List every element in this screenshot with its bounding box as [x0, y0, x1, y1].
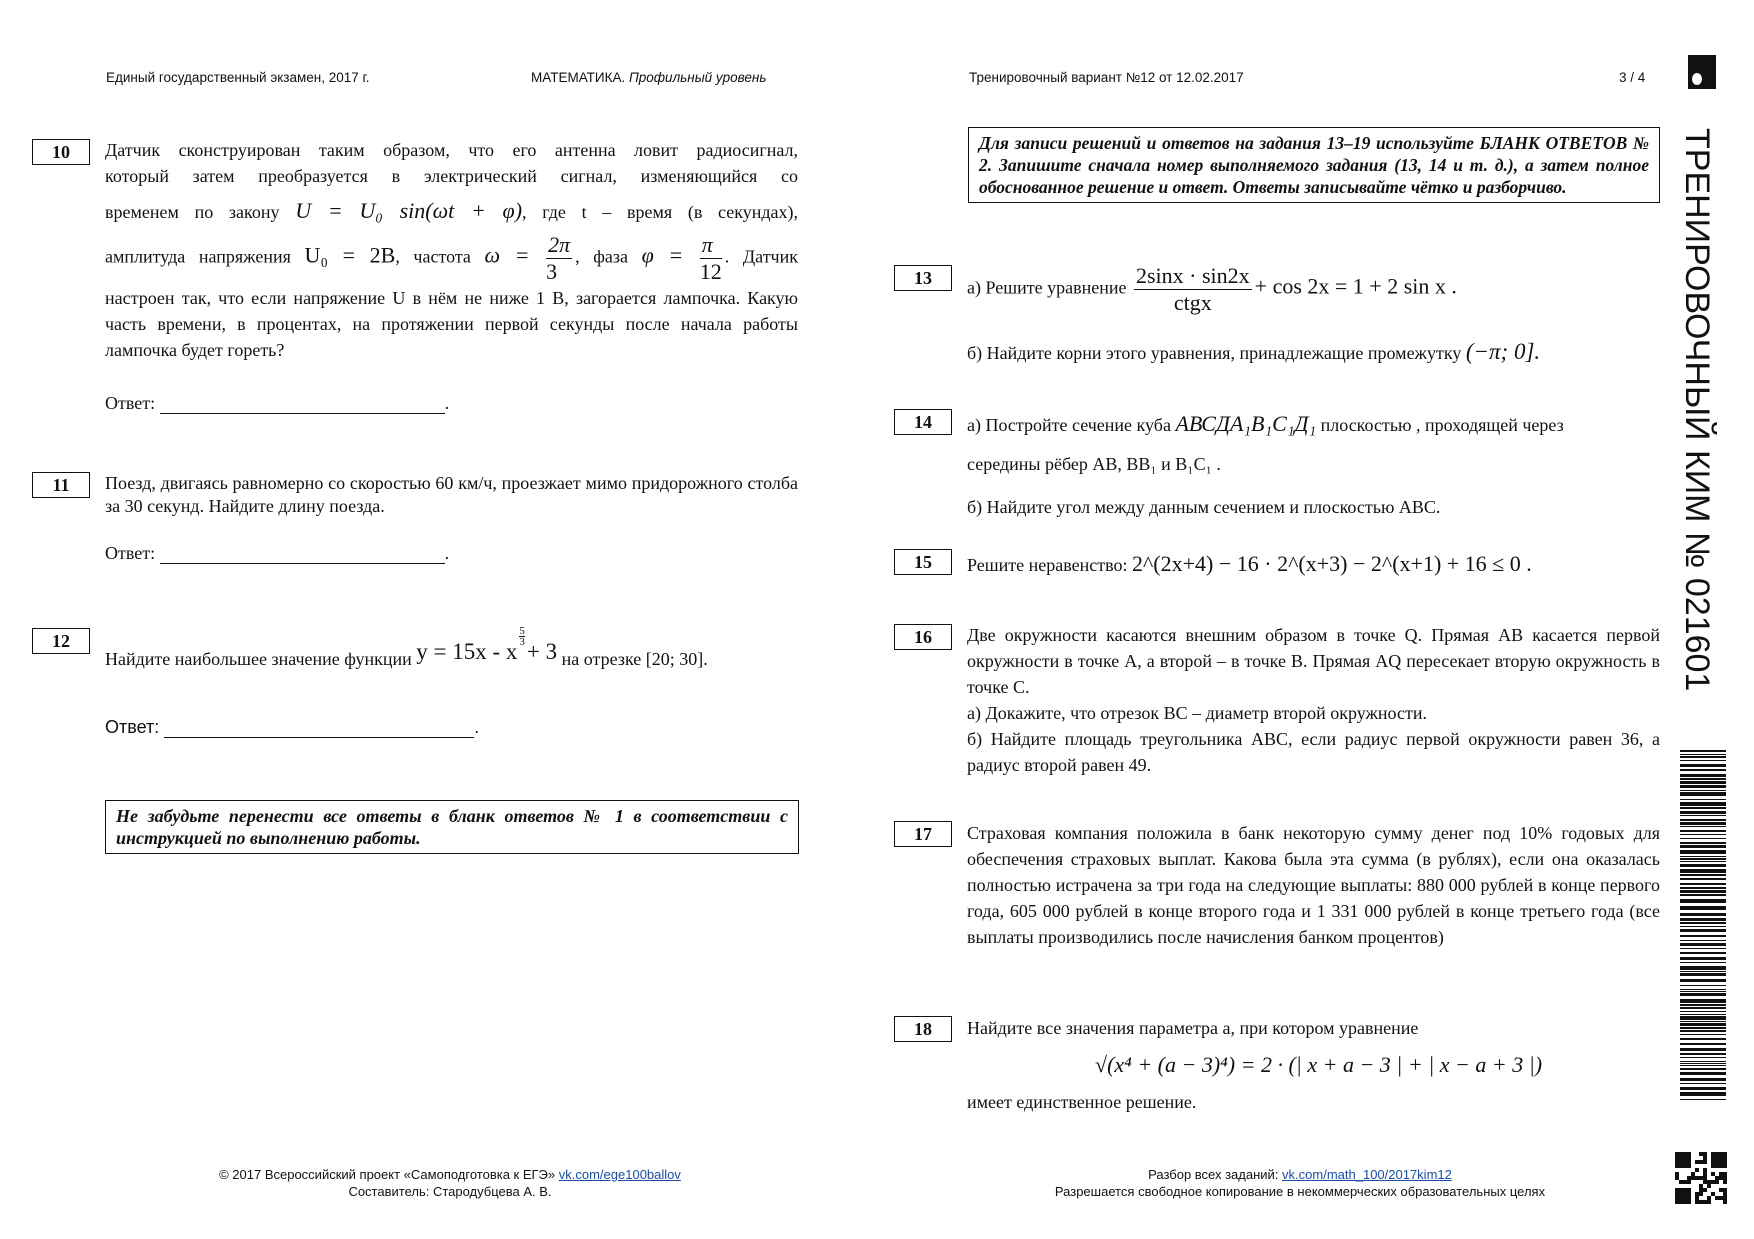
- barcode-bar: [1680, 830, 1726, 832]
- barcode-bar: [1680, 1083, 1726, 1084]
- qr-cell: [1695, 1168, 1699, 1172]
- qr-cell: [1711, 1192, 1715, 1196]
- barcode-bar: [1680, 999, 1726, 1003]
- qr-cell: [1711, 1152, 1715, 1156]
- task-16-text: [967, 622, 1660, 778]
- qr-cell: [1711, 1160, 1715, 1164]
- barcode-bar: [1680, 991, 1726, 992]
- footer-right: [1000, 1166, 1600, 1200]
- denominator: 12: [699, 259, 722, 284]
- barcode-bar: [1680, 1063, 1726, 1064]
- task-number: 14: [894, 409, 952, 435]
- qr-cell: [1691, 1176, 1695, 1180]
- qr-cell: [1699, 1200, 1703, 1204]
- barcode-bar: [1680, 1057, 1726, 1058]
- qr-cell: [1715, 1160, 1719, 1164]
- footer-copyright: © 2017 Всероссийский проект «Самоподготовка к ЕГЭ»: [219, 1167, 556, 1182]
- barcode-bar: [1680, 926, 1726, 927]
- header-subject: [531, 70, 766, 85]
- qr-cell: [1687, 1196, 1691, 1200]
- qr-cell: [1715, 1152, 1719, 1156]
- task-number: 13: [894, 265, 952, 291]
- task-18-text-b: имеет единственное решение.: [967, 1092, 1197, 1112]
- fraction: [1134, 263, 1252, 316]
- barcode-bar: [1680, 935, 1726, 937]
- qr-cell: [1723, 1200, 1727, 1204]
- barcode-bar: [1680, 1030, 1726, 1032]
- barcode-bar: [1680, 894, 1726, 896]
- answer-label: Ответ:: [105, 717, 160, 737]
- barcode-bar: [1680, 1034, 1726, 1035]
- qr-cell: [1687, 1164, 1691, 1168]
- barcode-bar: [1680, 940, 1726, 941]
- barcode-bar: [1680, 781, 1726, 784]
- qr-cell: [1679, 1180, 1683, 1184]
- denominator: 3: [546, 259, 558, 284]
- formula: U = U₀ sin(ωt + φ): [295, 198, 523, 223]
- qr-cell: [1715, 1156, 1719, 1160]
- barcode-bar: [1680, 819, 1726, 821]
- header-variant: Тренировочный вариант №12 от 12.02.2017: [969, 70, 1244, 85]
- barcode-bar: [1680, 754, 1726, 755]
- qr-code-icon: [1675, 1152, 1727, 1204]
- numerator: 5: [519, 625, 525, 637]
- qr-cell: [1719, 1172, 1723, 1176]
- qr-cell: [1679, 1160, 1683, 1164]
- qr-cell: [1715, 1164, 1719, 1168]
- qr-cell: [1699, 1152, 1703, 1156]
- barcode-bar: [1680, 1048, 1726, 1051]
- task-10-text: [105, 137, 798, 363]
- qr-cell: [1691, 1172, 1695, 1176]
- barcode-bar: [1680, 850, 1726, 854]
- qr-cell: [1675, 1152, 1679, 1156]
- task-13-b: [967, 339, 1660, 366]
- qr-cell: [1679, 1152, 1683, 1156]
- qr-cell: [1703, 1200, 1707, 1204]
- footer-left-line1: [150, 1166, 750, 1183]
- header-page: 3 / 4: [1619, 70, 1646, 85]
- qr-cell: [1723, 1160, 1727, 1164]
- qr-cell: [1675, 1192, 1679, 1196]
- footer-left-link[interactable]: vk.com/ege100ballov: [558, 1167, 681, 1182]
- barcode-bar: [1680, 890, 1726, 893]
- barcode-bar: [1680, 1068, 1726, 1070]
- barcode-bar: [1680, 826, 1726, 827]
- qr-cell: [1683, 1196, 1687, 1200]
- barcode-bar: [1680, 760, 1726, 761]
- corner-marker-icon: [1688, 55, 1716, 89]
- qr-cell: [1719, 1188, 1723, 1192]
- barcode-bar: [1680, 899, 1726, 903]
- barcode-bar: [1680, 838, 1726, 839]
- task-10-line: который затем преобразуется в электрический сигнал, изменяющийся со: [105, 166, 798, 186]
- barcode-bar: [1680, 1016, 1726, 1020]
- footer-analysis-label: Разбор всех заданий:: [1148, 1167, 1279, 1182]
- barcode-bar: [1680, 811, 1726, 814]
- qr-cell: [1687, 1200, 1691, 1204]
- qr-cell: [1699, 1192, 1703, 1196]
- barcode-bar: [1680, 1087, 1726, 1090]
- qr-cell: [1707, 1196, 1711, 1200]
- qr-cell: [1715, 1180, 1719, 1184]
- barcode-bar: [1680, 1027, 1726, 1029]
- task-number: 16: [894, 624, 952, 650]
- task-16-body: Две окружности касаются внешним образом в точке Q. Прямая АВ касается первой окружности в точке А, а второй – в точке В. Прямая AQ пересекает вторую окружность в точке С.: [967, 625, 1660, 697]
- qr-cell: [1687, 1180, 1691, 1184]
- qr-cell: [1723, 1152, 1727, 1156]
- formula: φ =: [641, 242, 684, 268]
- qr-cell: [1711, 1156, 1715, 1160]
- formula: √(x⁴ + (a − 3)⁴) = 2 · (| x + a − 3 | + | x − a + 3 |): [1095, 1052, 1543, 1077]
- barcode-bar: [1680, 1065, 1726, 1066]
- qr-cell: [1719, 1196, 1723, 1200]
- barcode-bar: [1680, 1099, 1726, 1100]
- answer-row: Ответ: .: [105, 543, 450, 563]
- qr-cell: [1687, 1176, 1691, 1180]
- barcode-bar: [1680, 769, 1726, 771]
- answer-field[interactable]: [160, 563, 445, 564]
- text-run: . Датчик: [724, 246, 798, 267]
- barcode-bar: [1680, 815, 1726, 816]
- denominator: 3: [519, 636, 525, 648]
- barcode-bar: [1680, 822, 1726, 825]
- barcode-bar: [1680, 869, 1726, 873]
- qr-cell: [1723, 1172, 1727, 1176]
- barcode-bar: [1680, 1014, 1726, 1015]
- side-title-text: ТРЕНИРОВОЧНЫЙ КИМ № 021601: [1678, 128, 1716, 692]
- barcode-icon: [1680, 750, 1726, 1100]
- barcode-bar: [1680, 764, 1726, 767]
- text-run: плоскостью , проходящей через: [1320, 415, 1564, 435]
- qr-cell: [1679, 1188, 1683, 1192]
- barcode-bar: [1680, 943, 1726, 946]
- task-14-b: б) Найдите угол между данным сечением и плоскостью АВС.: [967, 497, 1441, 517]
- barcode-bar: [1680, 799, 1726, 800]
- qr-cell: [1683, 1160, 1687, 1164]
- text-run: а) Решите уравнение: [967, 277, 1127, 298]
- qr-cell: [1679, 1164, 1683, 1168]
- barcode-bar: [1680, 1053, 1726, 1055]
- barcode-bar: [1680, 790, 1726, 791]
- numerator: 2π: [548, 232, 571, 257]
- task-10-line: Датчик сконструирован таким образом, что его антенна ловит радиосигнал,: [105, 140, 798, 160]
- barcode-bar: [1680, 1004, 1726, 1006]
- qr-cell: [1687, 1160, 1691, 1164]
- qr-cell: [1707, 1180, 1711, 1184]
- qr-cell: [1679, 1196, 1683, 1200]
- qr-cell: [1711, 1164, 1715, 1168]
- barcode-bar: [1680, 792, 1726, 796]
- barcode-bar: [1680, 962, 1726, 963]
- qr-cell: [1723, 1164, 1727, 1168]
- qr-cell: [1683, 1180, 1687, 1184]
- qr-cell: [1695, 1196, 1699, 1200]
- barcode-bar: [1680, 785, 1726, 788]
- barcode-bar: [1680, 861, 1726, 862]
- qr-cell: [1675, 1164, 1679, 1168]
- qr-cell: [1703, 1160, 1707, 1164]
- qr-cell: [1695, 1200, 1699, 1204]
- task-number: 15: [894, 549, 952, 575]
- qr-cell: [1723, 1156, 1727, 1160]
- qr-cell: [1715, 1176, 1719, 1180]
- barcode-bar: [1680, 966, 1726, 970]
- qr-cell: [1723, 1188, 1727, 1192]
- qr-cell: [1683, 1164, 1687, 1168]
- text-run: амплитуда напряжения: [105, 246, 291, 267]
- fraction: [546, 232, 572, 285]
- text-run: , частота: [395, 246, 471, 267]
- barcode-bar: [1680, 856, 1726, 857]
- qr-cell: [1679, 1200, 1683, 1204]
- barcode-bar: [1680, 807, 1726, 809]
- qr-cell: [1723, 1196, 1727, 1200]
- barcode-bar: [1680, 883, 1726, 885]
- qr-cell: [1719, 1164, 1723, 1168]
- barcode-bar: [1680, 1072, 1726, 1075]
- barcode-bar: [1680, 957, 1726, 960]
- qr-cell: [1683, 1200, 1687, 1204]
- barcode-bar: [1680, 887, 1726, 889]
- qr-cell: [1711, 1172, 1715, 1176]
- qr-cell: [1675, 1172, 1679, 1176]
- barcode-bar: [1680, 1061, 1726, 1062]
- formula: ω =: [484, 242, 530, 268]
- formula: (−π; 0].: [1465, 339, 1541, 364]
- task-11-text: Поезд, двигаясь равномерно со скоростью 60 км/ч, проезжает мимо придорожного столба за 30 секунд. Найдите длину поезда.: [105, 473, 798, 516]
- qr-cell: [1719, 1160, 1723, 1164]
- task-number: 18: [894, 1016, 952, 1042]
- barcode-bar: [1680, 993, 1726, 996]
- task-16-a: а) Докажите, что отрезок ВС – диаметр второй окружности.: [967, 703, 1427, 723]
- answer-field[interactable]: [164, 737, 474, 738]
- header-exam: Единый государственный экзамен, 2017 г.: [106, 70, 370, 85]
- barcode-bar: [1680, 906, 1726, 910]
- task-17-text: Страховая компания положила в банк некоторую сумму денег под 10% годовых для обеспечения страховых выплат. Какова была эта сумма (в рублях), если она оказалась полностью истрачена за три года на следующие выплаты: 880 000 рублей в конце первого года, 605 000 рублей в конце второго года и 1 331 000 рублей в конце третьего года (все выплаты производились после начисления банком процентов): [967, 823, 1660, 947]
- formula: АВСДА₁В₁С₁Д₁: [1175, 411, 1317, 436]
- task-number: 17: [894, 821, 952, 847]
- task-12-text: [105, 625, 805, 672]
- answer-label: Ответ:: [105, 543, 156, 563]
- qr-cell: [1699, 1176, 1703, 1180]
- qr-cell: [1675, 1200, 1679, 1204]
- side-title: [1672, 128, 1742, 728]
- instruction-box: Для записи решений и ответов на задания 13–19 используйте БЛАНК ОТВЕТОВ № 2. Запишите сначала номер выполняемого задания (13, 14 и т. д.), а затем полное обоснованное решение и ответ. Ответы записывайте чётко и разборчиво.: [968, 127, 1660, 203]
- barcode-bar: [1680, 802, 1726, 806]
- barcode-bar: [1680, 864, 1726, 867]
- task-number: 11: [32, 472, 90, 498]
- text-run: , где t – время (в секундах),: [522, 202, 799, 222]
- barcode-bar: [1680, 1078, 1726, 1081]
- text-run: б) Найдите корни этого уравнения, принадлежащие промежутку: [967, 343, 1462, 363]
- qr-cell: [1687, 1156, 1691, 1160]
- barcode-bar: [1680, 756, 1726, 758]
- barcode-bar: [1680, 858, 1726, 860]
- exponent-fraction: [519, 626, 525, 647]
- text-run: на отрезке [20; 30].: [561, 649, 708, 669]
- task-10-line: [105, 195, 798, 228]
- barcode-bar: [1680, 1023, 1726, 1026]
- task-16-b: б) Найдите площадь треугольника АВС, если радиус первой окружности равен 36, а радиус второй равен 49.: [967, 729, 1660, 775]
- barcode-bar: [1680, 845, 1726, 848]
- task-18-text-a: Найдите все значения параметра a, при котором уравнение: [967, 1018, 1419, 1038]
- qr-cell: [1703, 1176, 1707, 1180]
- barcode-bar: [1680, 989, 1726, 990]
- numerator: 2sinx · sin2x: [1135, 263, 1250, 288]
- barcode-bar: [1680, 1011, 1726, 1012]
- barcode-bar: [1680, 971, 1726, 972]
- task-14-a-line2: середины рёбер АВ, ВВ₁ и В₁С₁ .: [967, 454, 1221, 474]
- answer-row: Ответ: .: [105, 717, 480, 737]
- qr-cell: [1719, 1156, 1723, 1160]
- barcode-bar: [1680, 948, 1726, 949]
- barcode-bar: [1680, 985, 1726, 986]
- qr-cell: [1711, 1180, 1715, 1184]
- task-10-rest: настроен так, что если напряжение U в нём не ниже 1 В, загорается лампочка. Какую часть времени, в процентах, на протяжении первой секунды после начала работы лампочка будет гореть?: [105, 288, 798, 360]
- barcode-bar: [1680, 918, 1726, 921]
- footer-copy-note: Разрешается свободное копирование в некоммерческих образовательных целях: [1054, 1184, 1546, 1199]
- qr-cell: [1703, 1168, 1707, 1172]
- barcode-bar: [1680, 874, 1726, 876]
- qr-cell: [1719, 1176, 1723, 1180]
- fraction: [700, 232, 722, 285]
- qr-cell: [1723, 1192, 1727, 1196]
- task-10-line: [105, 232, 798, 285]
- barcode-bar: [1680, 1007, 1726, 1009]
- text-run: Найдите наибольшее значение функции: [105, 649, 412, 669]
- barcode-bar: [1680, 913, 1726, 916]
- formula: U₀ = 2В: [304, 242, 396, 268]
- task-15-text: [967, 551, 1660, 578]
- task-14-a: [967, 411, 1660, 438]
- qr-cell: [1683, 1192, 1687, 1196]
- qr-cell: [1703, 1156, 1707, 1160]
- qr-cell: [1707, 1200, 1711, 1204]
- barcode-bar: [1680, 774, 1726, 777]
- qr-cell: [1687, 1192, 1691, 1196]
- qr-cell: [1675, 1188, 1679, 1192]
- reminder-box: Не забудьте перенести все ответы в бланк ответов № 1 в соответствии с инструкцией по выполнению работы.: [105, 800, 799, 854]
- footer-author: Составитель: Стародубцева А. В.: [348, 1184, 552, 1199]
- barcode-bar: [1680, 778, 1726, 780]
- formula-tail: + 3: [526, 639, 558, 664]
- barcode-bar: [1680, 952, 1726, 954]
- barcode-bar: [1680, 1092, 1726, 1096]
- text-run: Решите неравенство:: [967, 555, 1128, 575]
- qr-cell: [1683, 1152, 1687, 1156]
- barcode-bar: [1680, 929, 1726, 932]
- qr-cell: [1699, 1184, 1703, 1188]
- qr-cell: [1675, 1176, 1679, 1180]
- barcode-bar: [1680, 1043, 1726, 1045]
- barcode-bar: [1680, 878, 1726, 880]
- barcode-bar: [1680, 842, 1726, 844]
- barcode-bar: [1680, 979, 1726, 982]
- denominator: ctgx: [1173, 290, 1212, 315]
- qr-cell: [1683, 1156, 1687, 1160]
- task-number: 12: [32, 628, 90, 654]
- barcode-bar: [1680, 973, 1726, 976]
- numerator: π: [700, 232, 722, 259]
- task-number: 10: [32, 139, 90, 165]
- qr-cell: [1703, 1152, 1707, 1156]
- formula: 2^(2x+4) − 16 · 2^(x+3) − 2^(x+1) + 16 ≤ 0 .: [1131, 551, 1532, 576]
- answer-row: Ответ: .: [105, 393, 450, 413]
- barcode-bar: [1680, 1038, 1726, 1040]
- qr-cell: [1695, 1160, 1699, 1164]
- formula: [416, 625, 558, 664]
- qr-cell: [1699, 1160, 1703, 1164]
- qr-cell: [1683, 1188, 1687, 1192]
- text-run: , фаза: [575, 246, 628, 267]
- qr-cell: [1723, 1180, 1727, 1184]
- barcode-bar: [1680, 834, 1726, 835]
- header-level: Профильный уровень: [628, 70, 767, 85]
- qr-cell: [1687, 1152, 1691, 1156]
- qr-cell: [1707, 1184, 1711, 1188]
- footer-left: [150, 1166, 750, 1200]
- barcode-bar: [1680, 750, 1726, 752]
- qr-cell: [1703, 1172, 1707, 1176]
- header-subject-name: МАТЕМАТИКА.: [531, 70, 626, 85]
- barcode-bar: [1680, 1021, 1726, 1022]
- formula-main: y = 15x - x: [416, 639, 518, 664]
- formula: + cos 2x = 1 + 2 sin x .: [1254, 273, 1457, 299]
- barcode-bar: [1680, 922, 1726, 924]
- task-13-a: [967, 263, 1660, 316]
- qr-cell: [1715, 1196, 1719, 1200]
- qr-cell: [1723, 1176, 1727, 1180]
- qr-cell: [1695, 1192, 1699, 1196]
- qr-cell: [1679, 1156, 1683, 1160]
- text-run: временем по закону: [105, 202, 280, 222]
- answer-label: Ответ:: [105, 393, 156, 413]
- qr-cell: [1703, 1188, 1707, 1192]
- qr-cell: [1679, 1192, 1683, 1196]
- qr-cell: [1719, 1152, 1723, 1156]
- footer-right-link[interactable]: vk.com/math_100/2017kim12: [1282, 1167, 1452, 1182]
- task-18-formula: [1095, 1050, 1542, 1080]
- qr-cell: [1675, 1160, 1679, 1164]
- qr-cell: [1699, 1188, 1703, 1192]
- answer-field[interactable]: [160, 413, 445, 414]
- qr-cell: [1695, 1176, 1699, 1180]
- qr-cell: [1703, 1180, 1707, 1184]
- footer-right-line1: [1000, 1166, 1600, 1183]
- text-run: а) Постройте сечение куба: [967, 415, 1171, 435]
- qr-cell: [1687, 1188, 1691, 1192]
- qr-cell: [1675, 1156, 1679, 1160]
- qr-cell: [1675, 1196, 1679, 1200]
